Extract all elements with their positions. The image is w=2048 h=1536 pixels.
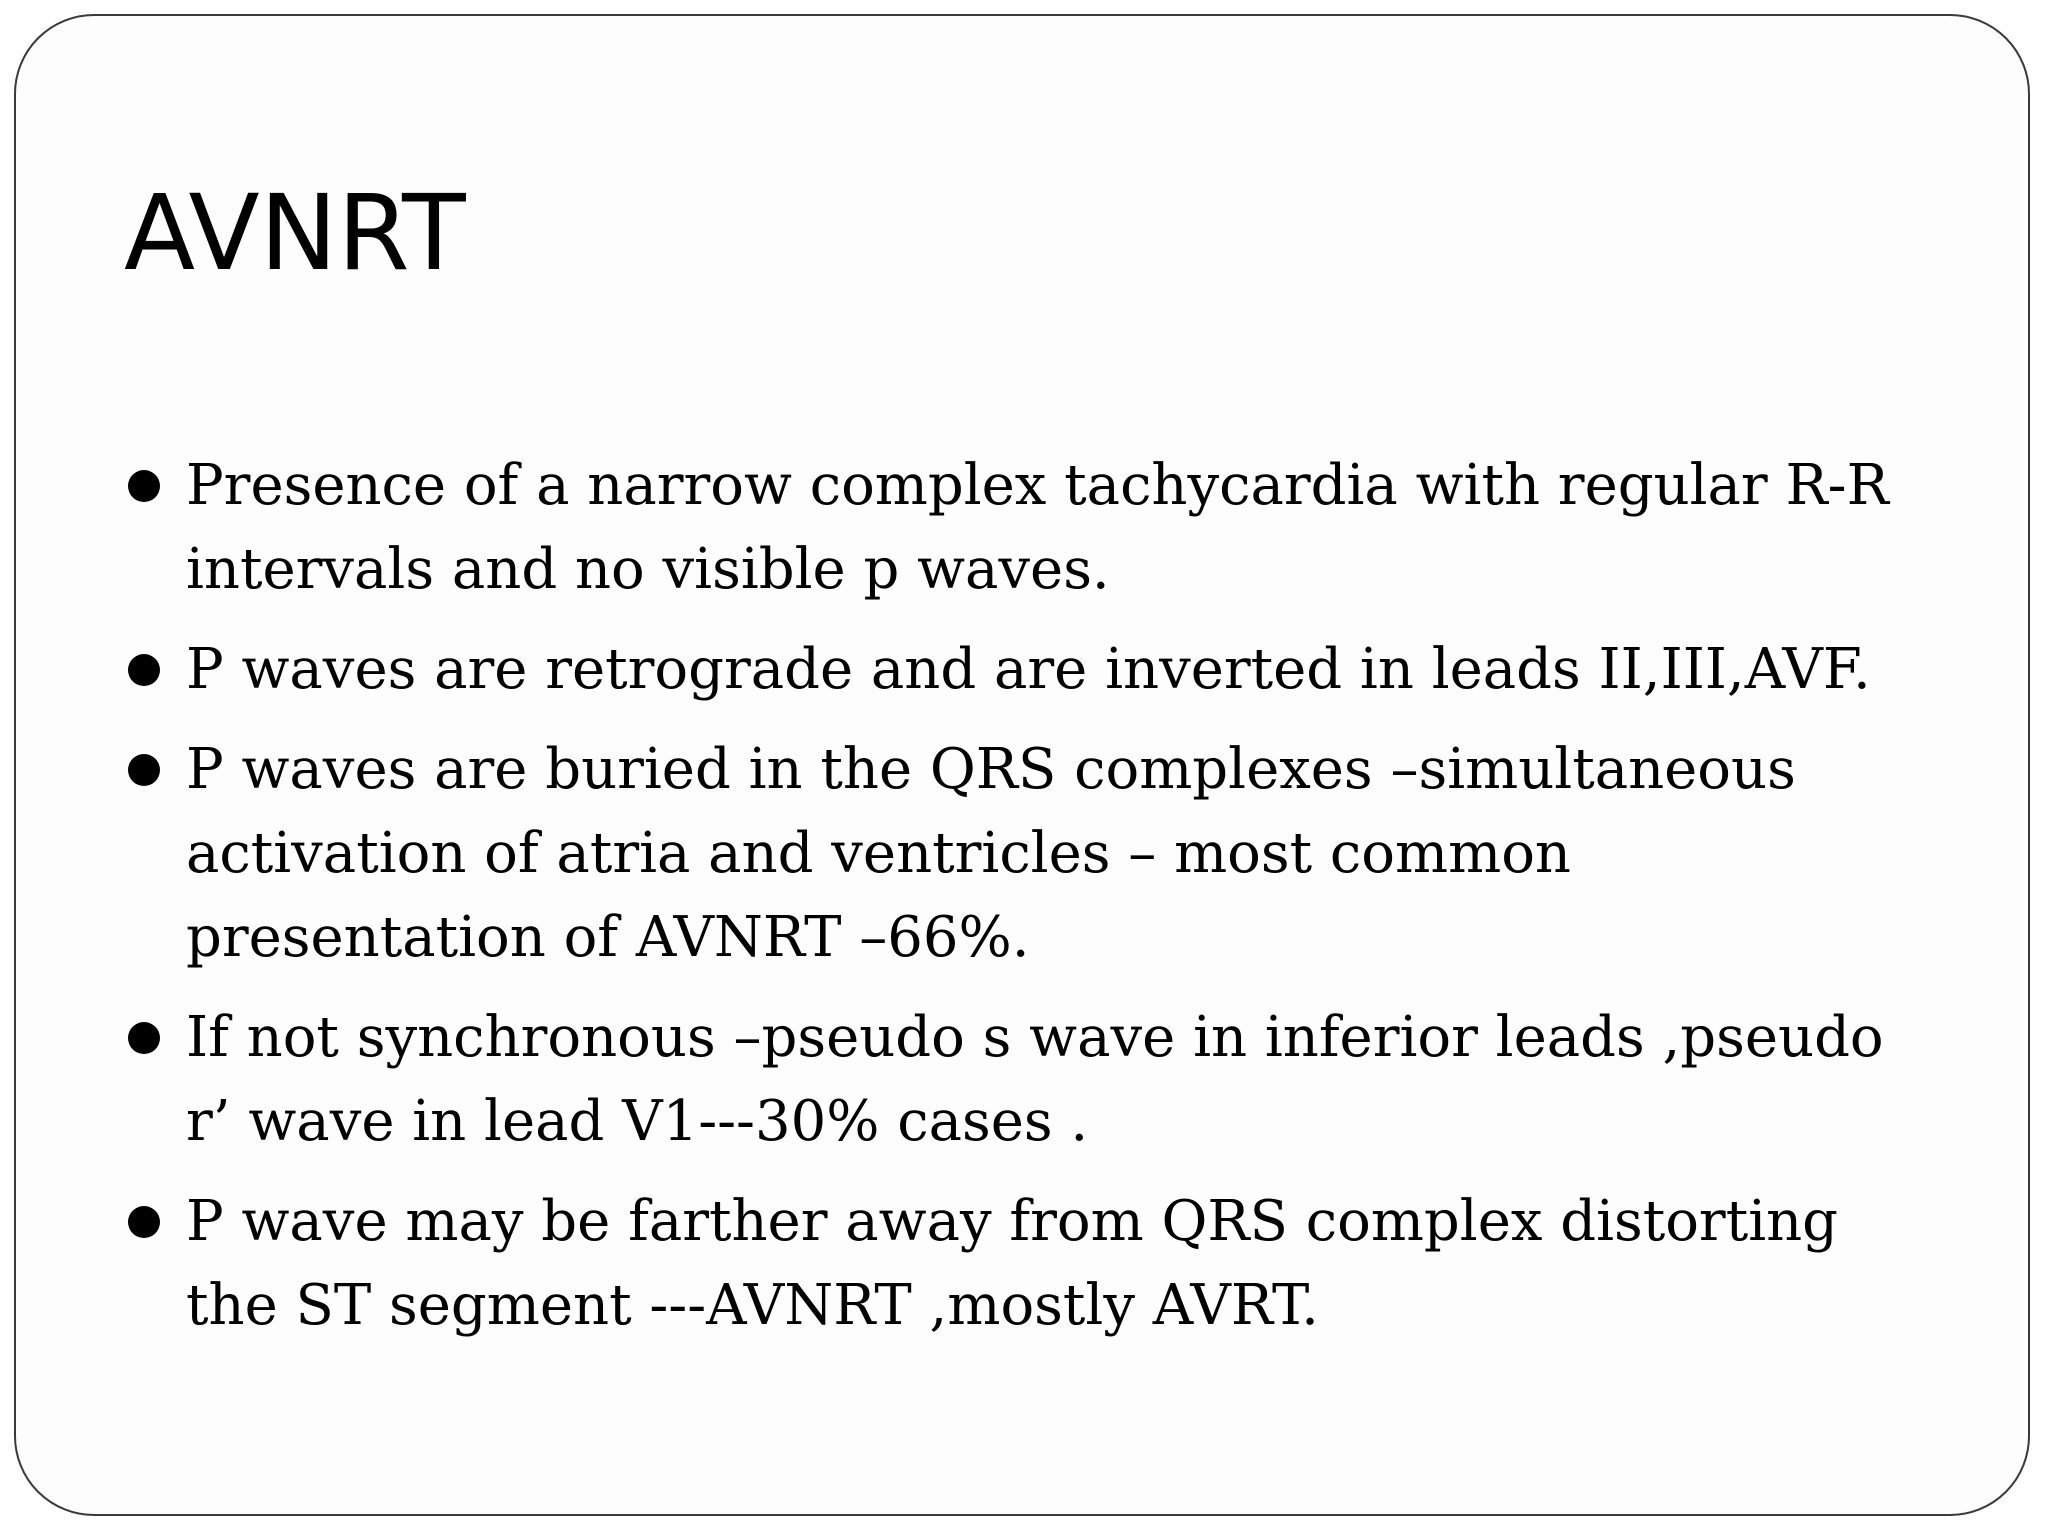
bullet-item xyxy=(124,444,1944,612)
bullet-icon xyxy=(128,470,160,502)
bullet-text: P wave may be farther away from QRS complex distorting the ST segment ---AVNRT ,mostly AVRT. xyxy=(186,1189,1839,1338)
bullet-text: P waves are retrograde and are inverted in leads II,III,AVF. xyxy=(186,637,1871,702)
slide-title: AVNRT xyxy=(124,172,466,294)
bullet-icon xyxy=(128,654,160,686)
bullet-item xyxy=(124,628,1944,712)
bullet-text: If not synchronous –pseudo s wave in inferior leads ,pseudo r’ wave in lead V1---30% cases . xyxy=(186,1005,1884,1154)
bullet-text: Presence of a narrow complex tachycardia with regular R-R intervals and no visible p waves. xyxy=(186,453,1889,602)
bullet-item xyxy=(124,1180,1944,1348)
bullet-list xyxy=(124,444,1944,1364)
bullet-icon xyxy=(128,754,160,786)
bullet-item xyxy=(124,728,1944,980)
bullet-text: P waves are buried in the QRS complexes –simultaneous activation of atria and ventricles – most common presentation of AVNRT –66%. xyxy=(186,737,1796,970)
bullet-item xyxy=(124,996,1944,1164)
bullet-icon xyxy=(128,1022,160,1054)
bullet-icon xyxy=(128,1206,160,1238)
